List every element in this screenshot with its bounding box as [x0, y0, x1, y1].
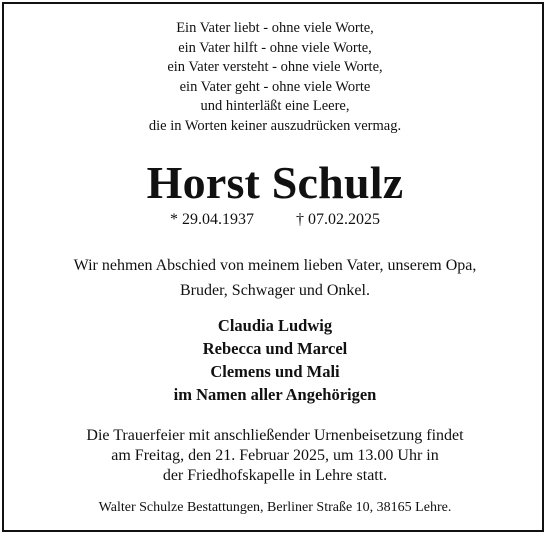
mourner: Rebecca und Marcel: [202, 339, 348, 358]
life-dates: [0, 210, 550, 230]
poem-line: ein Vater geht - ohne viele Worte: [179, 78, 371, 95]
farewell-line: Bruder, Schwager und Onkel.: [180, 281, 370, 299]
mourner: im Namen aller Angehörigen: [173, 385, 377, 404]
poem-line: ein Vater versteht - ohne viele Worte,: [167, 59, 383, 76]
service-info: [0, 426, 550, 486]
poem-line: Ein Vater liebt - ohne viele Worte,: [176, 20, 374, 36]
deceased-name: Horst Schulz: [146, 157, 404, 208]
farewell-text: [0, 254, 550, 303]
poem-line: und hinterläßt eine Leere,: [200, 98, 350, 115]
service-line: der Friedhofskapelle in Lehre statt.: [162, 467, 388, 484]
farewell-line: Wir nehmen Abschied von meinem lieben Vater, unserem Opa,: [73, 257, 477, 274]
undertaker-line: Walter Schulze Bestattungen, Berliner Straße 10, 38165 Lehre.: [98, 500, 452, 515]
poem-line: die in Worten keiner auszudrücken vermag.: [148, 117, 402, 134]
mourners-list: [0, 314, 550, 406]
poem-line: ein Vater hilft - ohne viele Worte,: [178, 39, 372, 56]
service-line: Die Trauerfeier mit anschließender Urnenbeisetzung findet: [86, 427, 464, 444]
poem: [0, 19, 550, 137]
death-date: † 07.02.2025: [296, 211, 380, 228]
mourner: Clemens und Mali: [210, 362, 340, 381]
birth-date: * 29.04.1937: [170, 211, 254, 228]
service-line: am Freitag, den 21. Februar 2025, um 13.00 Uhr in: [111, 447, 439, 464]
mourner: Claudia Ludwig: [217, 316, 333, 335]
